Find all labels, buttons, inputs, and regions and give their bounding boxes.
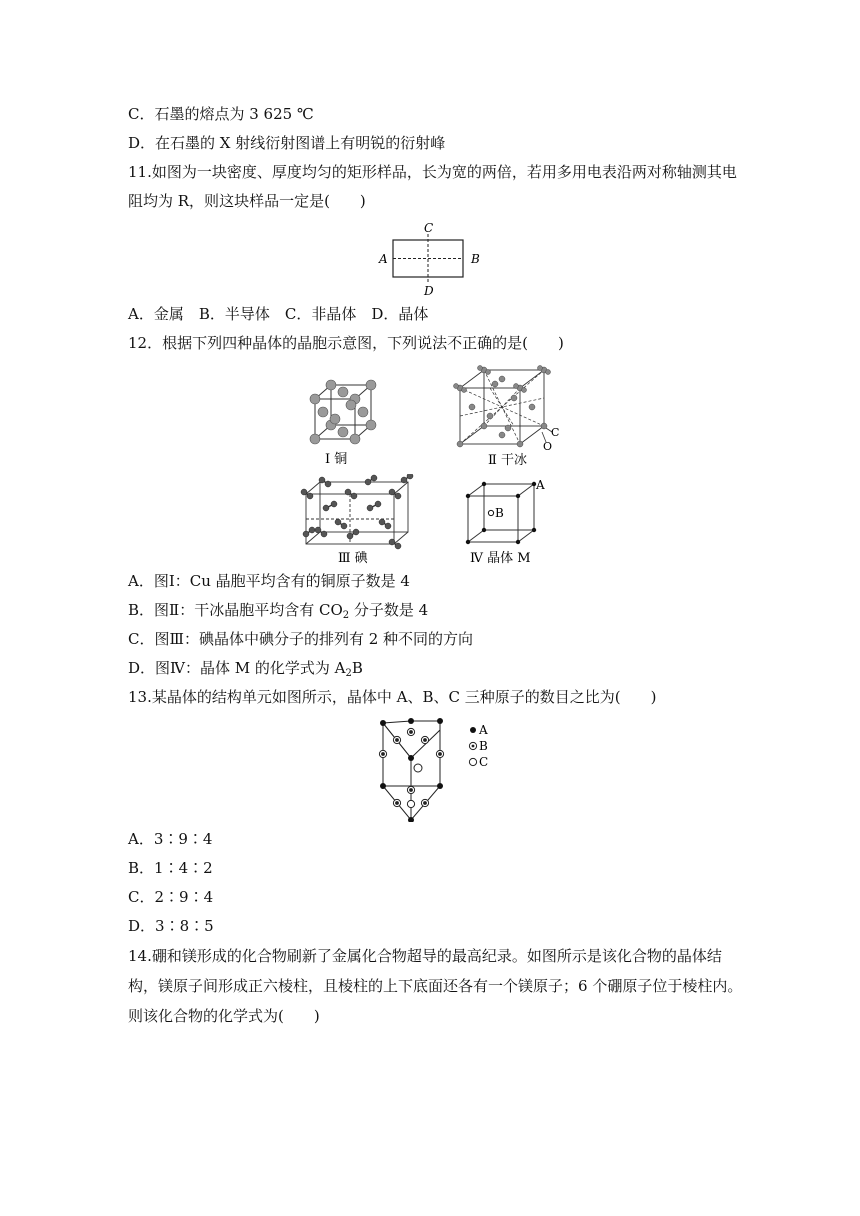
label-a: A: [379, 252, 388, 266]
q11-options: A．金属 B．半导体 C．非晶体 D．晶体: [128, 305, 429, 323]
legend-c: C: [479, 755, 489, 769]
copper-unit-cell-figure: [305, 375, 385, 470]
q11-stem-line-2: 阻均为 R，则这块样品一定是( ): [128, 192, 366, 210]
q10-option-d: D．在石墨的 X 射线衍射图谱上有明锐的衍射峰: [128, 134, 446, 152]
label-b: B: [471, 252, 480, 266]
q13-option-a: A．3∶9∶4: [128, 830, 213, 848]
label-a: A: [536, 478, 545, 492]
q12-option-d: D．图Ⅳ：晶体 M 的化学式为 $A_2B$: [128, 659, 363, 679]
label-c: C: [551, 426, 560, 439]
q14-line-1: 14.硼和镁形成的化合物刷新了金属化合物超导的最高纪录。如图所示是该化合物的晶体结: [128, 947, 722, 965]
label-d: D: [424, 284, 434, 298]
q13-option-c: C．2∶9∶4: [128, 888, 214, 906]
legend-a: A: [479, 723, 488, 737]
q12-option-b: B．图Ⅱ：干冰晶胞平均含有 $CO_2$ 分子数是 4: [128, 601, 429, 621]
q14-line-3: 则该化合物的化学式为( ): [128, 1007, 320, 1025]
caption-iodine: Ⅲ 碘: [338, 551, 368, 566]
iodine-unit-cell-figure: [298, 474, 418, 566]
caption-dry-ice: Ⅱ 干冰: [488, 453, 527, 468]
q14-line-2: 构，镁原子间形成正六棱柱，且棱柱的上下底面还各有一个镁原子；6 个硼原子位于棱柱内。: [128, 977, 743, 995]
q12-option-c: C．图Ⅲ：碘晶体中碘分子的排列有 2 种不同的方向: [128, 630, 474, 648]
q13-option-d: D．3∶8∶5: [128, 917, 214, 935]
legend-b: B: [479, 739, 488, 753]
q12-stem: 12．根据下列四种晶体的晶胞示意图，下列说法不正确的是( ): [128, 334, 564, 352]
label-b: B: [495, 506, 504, 520]
q11-rectangle-figure: [370, 220, 490, 300]
q13-option-b: B．1∶4∶2: [128, 859, 213, 877]
q10-option-c: C．石墨的熔点为 3 625 ℃: [128, 105, 314, 123]
label-c: C: [424, 221, 434, 235]
q13-stem: 13.某晶体的结构单元如图所示，晶体中 A、B、C 三种原子的数目之比为( ): [128, 688, 657, 706]
dry-ice-unit-cell-figure: [450, 362, 570, 470]
caption-cu: Ⅰ 铜: [325, 452, 348, 467]
q11-stem-line-1: 11.如图为一块密度、厚度均匀的矩形样品，长为宽的两倍，若用多用电表沿两对称轴测其电: [128, 163, 737, 181]
caption-crystal-m: Ⅳ 晶体 M: [470, 551, 531, 566]
q13-prism-figure: [372, 712, 502, 822]
q12-option-a: A．图Ⅰ：Cu 晶胞平均含有的铜原子数是 4: [128, 572, 410, 590]
crystal-m-unit-cell-figure: [462, 476, 562, 566]
label-o: O: [543, 440, 553, 453]
